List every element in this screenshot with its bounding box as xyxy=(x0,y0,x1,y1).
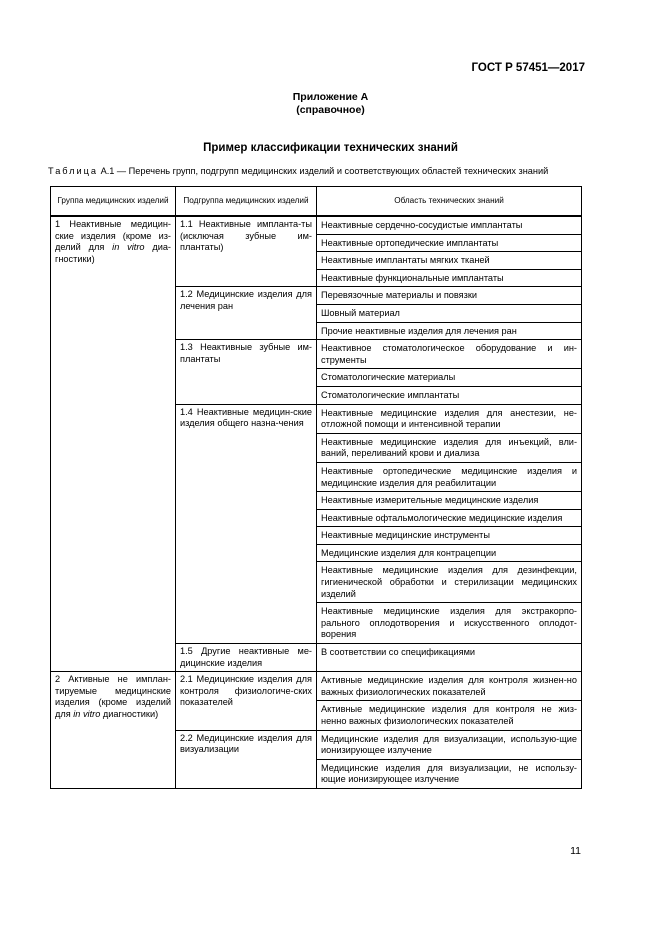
subgroup-cell: 1.4 Неактивные медицин-ские изделия общего назна-чения xyxy=(176,404,317,644)
area-cell: В соответствии со спецификациями xyxy=(317,644,582,672)
area-cell: Неактивные имплантаты мягких тканей xyxy=(317,252,582,270)
appendix-subtitle: (справочное) xyxy=(296,104,365,116)
group-label-italic: in vitro xyxy=(112,242,145,253)
area-cell: Неактивные медицинские инструменты xyxy=(317,527,582,545)
subgroup-cell: 1.1 Неактивные импланта-ты (исключая зубные им-плантаты) xyxy=(176,216,317,287)
group-label-italic: in vitro xyxy=(73,709,101,719)
area-cell: Активные медицинские изделия для контроля не жиз-ненно важных физиологических показателей xyxy=(317,701,582,730)
appendix-heading xyxy=(0,91,661,117)
area-cell: Неактивные сердечно-сосудистые имплантаты xyxy=(317,216,582,234)
page-number: 11 xyxy=(570,845,581,857)
group-label: 2 Активные не имплан-тируемые медицинские изделия (кроме изделий для xyxy=(55,674,171,719)
subgroup-cell: 1.3 Неактивные зубные им-плантаты xyxy=(176,340,317,404)
area-cell: Неактивные медицинские изделия для анестезии, не-отложной помощи и интенсивной терапии xyxy=(317,404,582,433)
subgroup-cell: 2.2 Медицинские изделия для визуализации xyxy=(176,730,317,788)
area-cell: Неактивные измерительные медицинские изделия xyxy=(317,492,582,510)
area-cell: Неактивные медицинские изделия для экстракорпо-рального оплодотворения и искусственного оплодот-ворения xyxy=(317,603,582,644)
area-cell: Неактивные офтальмологические медицинские изделия xyxy=(317,509,582,527)
subgroup-cell: 1.2 Медицинские изделия для лечения ран xyxy=(176,287,317,340)
table-caption-text: А.1 — Перечень групп, подгрупп медицинских изделий и соответствующих областей технических знаний xyxy=(98,166,549,176)
group-label: 1 Неактивные медицин-ские изделия (кроме из-делий для xyxy=(55,219,171,253)
area-cell: Неактивные ортопедические имплантаты xyxy=(317,234,582,252)
area-cell: Неактивное стоматологическое оборудование и ин-струменты xyxy=(317,340,582,369)
table-caption-prefix: Таблица xyxy=(48,166,99,176)
area-cell: Неактивные ортопедические медицинские изделия и медицинские изделия для реабилитации xyxy=(317,462,582,491)
column-header-subgroup: Подгруппа медицинских изделий xyxy=(176,187,317,217)
area-cell: Стоматологические имплантаты xyxy=(317,386,582,404)
area-cell: Неактивные функциональные имплантаты xyxy=(317,269,582,287)
table-row xyxy=(51,216,582,234)
subgroup-cell: 1.5 Другие неактивные ме-дицинские изделия xyxy=(176,644,317,672)
table-row xyxy=(51,672,582,701)
section-title: Пример классификации технических знаний xyxy=(203,142,458,154)
area-cell: Медицинские изделия для контрацепции xyxy=(317,544,582,562)
area-cell: Прочие неактивные изделия для лечения ран xyxy=(317,322,582,340)
table-caption xyxy=(48,166,588,176)
group-cell-1 xyxy=(51,216,176,672)
column-header-area: Область технических знаний xyxy=(317,187,582,217)
classification-table xyxy=(50,186,582,789)
area-cell: Шовный материал xyxy=(317,304,582,322)
subgroup-cell: 2.1 Медицинские изделия для контроля физиологиче-ских показателей xyxy=(176,672,317,730)
area-cell: Медицинские изделия для визуализации, использую-щие ионизирующее излучение xyxy=(317,730,582,759)
table-header-row xyxy=(51,187,582,217)
standard-number: ГОСТ Р 57451—2017 xyxy=(471,62,585,74)
column-header-group: Группа медицинских изделий xyxy=(51,187,176,217)
area-cell: Неактивные медицинские изделия для дезинфекции, гигиенической обработки и стерилизации медицинских изделий xyxy=(317,562,582,603)
group-label: диагностики) xyxy=(100,709,159,719)
group-label: диа-гностики) xyxy=(55,242,171,264)
area-cell: Перевязочные материалы и повязки xyxy=(317,287,582,305)
area-cell: Неактивные медицинские изделия для инъекций, вли-ваний, переливаний крови и диализа xyxy=(317,433,582,462)
appendix-title: Приложение А xyxy=(292,91,369,103)
group-cell-2 xyxy=(51,672,176,789)
area-cell: Стоматологические материалы xyxy=(317,369,582,387)
area-cell: Активные медицинские изделия для контроля жизнен-но важных физиологических показателей xyxy=(317,672,582,701)
area-cell: Медицинские изделия для визуализации, не использу-ющие ионизирующее излучение xyxy=(317,759,582,788)
